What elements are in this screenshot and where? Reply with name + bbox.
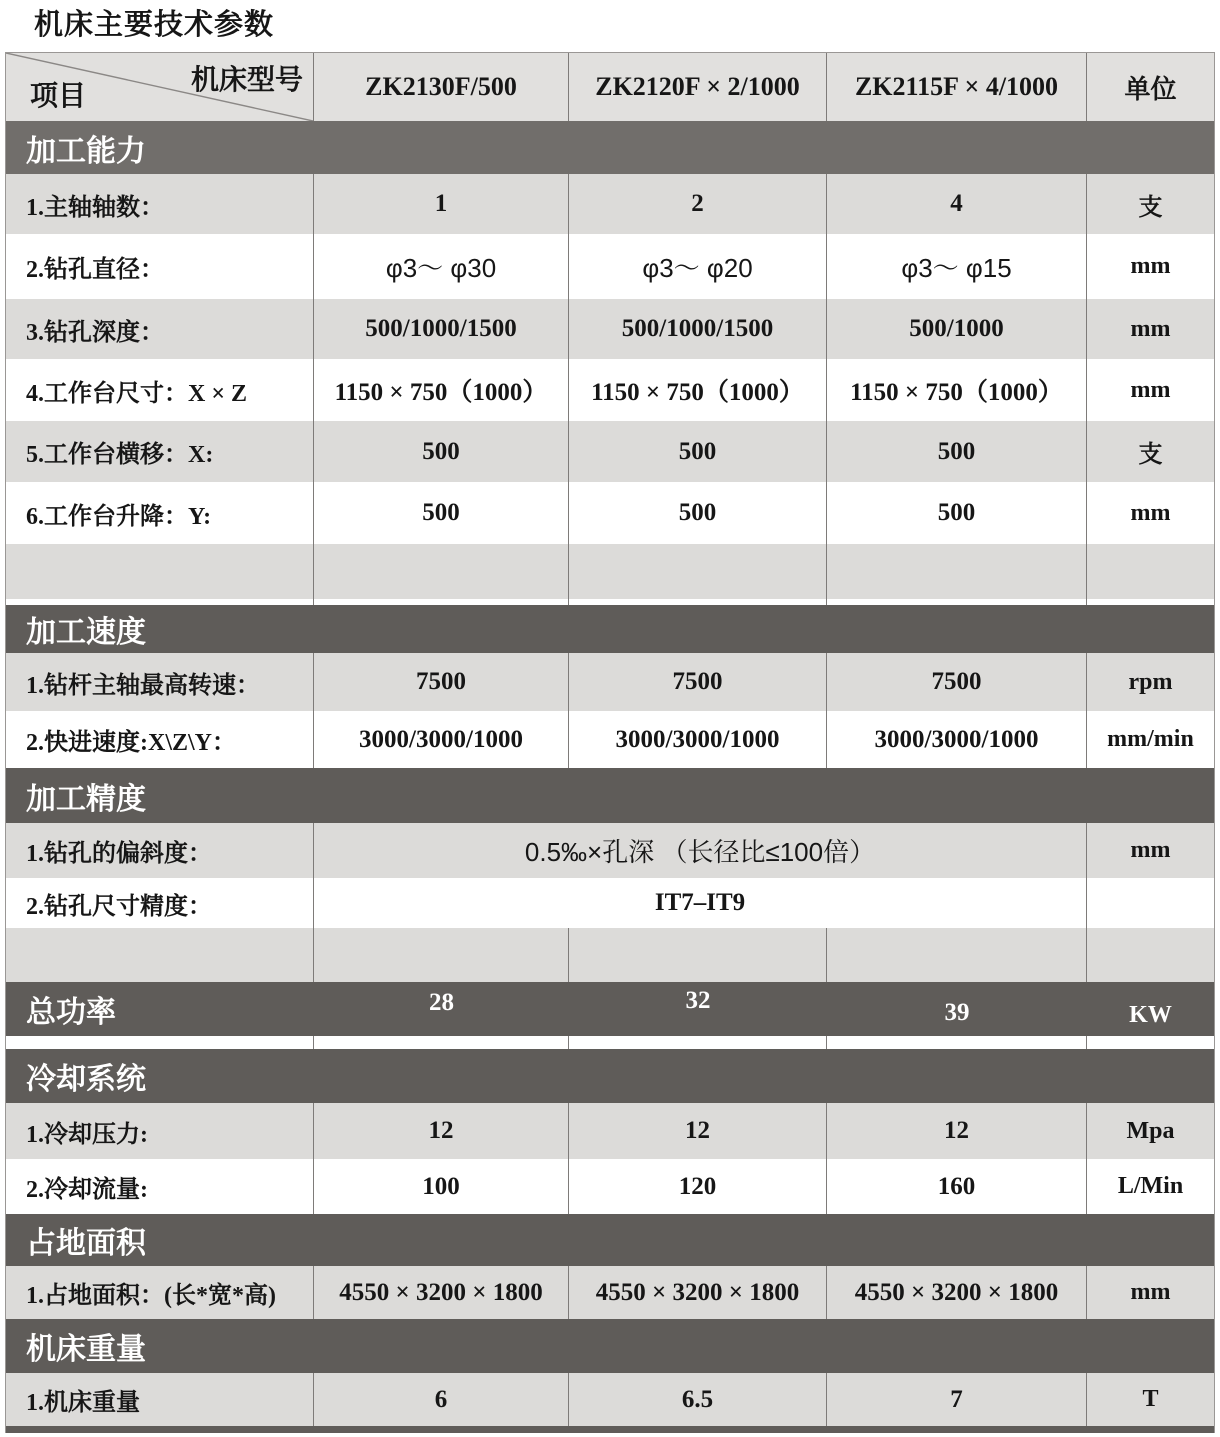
empty-cell: [314, 544, 569, 599]
empty-cell: [6, 544, 314, 599]
cell-value: 7500: [827, 653, 1087, 711]
cell-value: 12: [314, 1103, 569, 1159]
cell-value: 6.5: [569, 1373, 827, 1426]
cell-value: 4: [827, 174, 1087, 234]
row-label: 2.快进速度:X\Z\Y：: [6, 711, 314, 768]
table-row: [6, 1266, 1214, 1319]
column-header-model-1: ZK2130F/500: [314, 53, 569, 121]
cell-value: 120: [569, 1159, 827, 1214]
merged-cell-value: IT7–IT9: [314, 878, 1087, 928]
row-label: 1.钻孔的偏斜度：: [6, 823, 314, 878]
empty-cell: [827, 544, 1087, 599]
unit-value: mm: [1130, 376, 1171, 403]
row-label: 5.工作台横移：X:: [6, 421, 314, 482]
table-row: [6, 1159, 1214, 1214]
cell-value: 100: [314, 1159, 569, 1214]
diagonal-label-item: 项目: [30, 81, 87, 112]
empty-cell: [1087, 928, 1214, 982]
table-row: [6, 359, 1214, 421]
table-row: [6, 174, 1214, 234]
cell-value: 2: [569, 174, 827, 234]
cell-value: 500: [314, 421, 569, 482]
unit-value: 支: [1138, 442, 1163, 468]
cell-value: 3000/3000/1000: [827, 711, 1087, 768]
table-row: [6, 482, 1214, 544]
section-title: 占地面积: [26, 1227, 146, 1260]
row-label: 6.工作台升降：Y:: [6, 482, 314, 544]
empty-cell: [827, 928, 1087, 982]
row-label: 2.钻孔直径：: [6, 234, 314, 299]
section-value: 28: [429, 989, 454, 1016]
table-row: [6, 711, 1214, 768]
row-label: 1.钻杆主轴最高转速：: [6, 653, 314, 711]
unit-value: mm: [1130, 315, 1171, 342]
column-header-model-2: ZK2120F × 2/1000: [569, 53, 827, 121]
table-row: [6, 653, 1214, 711]
cell-value: 7500: [314, 653, 569, 711]
table-row: [6, 878, 1214, 928]
empty-cell: [6, 1036, 314, 1049]
section-title: 加工速度: [26, 616, 146, 649]
row-label: 4.工作台尺寸：X × Z: [6, 359, 314, 421]
row-label: 1.机床重量: [6, 1373, 314, 1426]
section-row: [6, 768, 1214, 823]
diagonal-header-cell: [6, 53, 314, 121]
cell-value: 500: [569, 421, 827, 482]
section-title: 加工能力: [26, 134, 146, 168]
cell-value: 3000/3000/1000: [314, 711, 569, 768]
cell-value: 6: [314, 1373, 569, 1426]
cell-value: 3000/3000/1000: [569, 711, 827, 768]
cell-value: 500: [827, 482, 1087, 544]
unit-value: mm: [1130, 253, 1171, 279]
cell-value: 500/1000/1500: [569, 299, 827, 359]
table-header-row: [6, 53, 1214, 121]
section-title: 冷却系统: [26, 1063, 146, 1096]
section-row: [6, 1214, 1214, 1266]
row-label: 3.钻孔深度：: [6, 299, 314, 359]
cell-value: 1: [314, 174, 569, 234]
spec-table: [5, 52, 1215, 1433]
section-row: [6, 1049, 1214, 1103]
section-title: 加工精度: [26, 782, 146, 816]
cell-value: 4550 × 3200 × 1800: [314, 1266, 569, 1319]
cell-value: φ3～ φ30: [314, 234, 569, 299]
section-row: [6, 1319, 1214, 1373]
cell-value: 12: [569, 1103, 827, 1159]
cell-value: 500: [569, 482, 827, 544]
cell-value: φ3～ φ15: [827, 234, 1087, 299]
unit-value: mm/min: [1107, 726, 1194, 752]
table-row: [6, 234, 1214, 299]
row-label: 2.冷却流量:: [6, 1159, 314, 1214]
cell-value: 500/1000/1500: [314, 299, 569, 359]
cell-value: 1150 × 750（1000）: [569, 359, 827, 421]
empty-cell: [1087, 544, 1214, 599]
cell-value: 12: [827, 1103, 1087, 1159]
diagonal-label-model: 机床型号: [190, 65, 303, 96]
merged-cell-value: 0.5‰×孔深 （长径比≤100倍）: [314, 823, 1087, 878]
unit-value: [1087, 878, 1214, 928]
row-label: 1.主轴轴数：: [6, 174, 314, 234]
unit-value: T: [1142, 1386, 1159, 1412]
empty-cell: [314, 1036, 569, 1049]
table-row: [6, 299, 1214, 359]
table-row: [6, 544, 1214, 599]
section-value: 32: [685, 987, 711, 1014]
table-row: [6, 1373, 1214, 1426]
table-row: [6, 823, 1214, 878]
unit-value: mm: [1130, 837, 1171, 863]
cell-value: 500: [827, 421, 1087, 482]
section-title: 总功率: [26, 996, 116, 1029]
table-row: [6, 1103, 1214, 1159]
row-label: 1.冷却压力:: [6, 1103, 314, 1159]
column-header-unit: 单位: [1087, 53, 1214, 121]
section-row: [6, 605, 1214, 653]
cell-value: 1150 × 750（1000）: [827, 359, 1087, 421]
cell-value: φ3～ φ20: [569, 234, 827, 299]
row-label: 2.钻孔尺寸精度：: [6, 878, 314, 928]
row-label: 1.占地面积：(长*宽*高): [6, 1266, 314, 1319]
column-header-model-3: ZK2115F × 4/1000: [827, 53, 1087, 121]
empty-cell: [569, 544, 827, 599]
cell-value: 1150 × 750（1000）: [314, 359, 569, 421]
unit-value: rpm: [1128, 668, 1173, 695]
cell-value: 500/1000: [827, 299, 1087, 359]
unit-value: Mpa: [1126, 1117, 1175, 1144]
cell-value: 4550 × 3200 × 1800: [569, 1266, 827, 1319]
unit-value: 支: [1138, 194, 1163, 221]
table-body: [6, 121, 1214, 1433]
section-title: 机床重量: [26, 1333, 146, 1366]
table-row: [6, 421, 1214, 482]
cell-value: 7500: [569, 653, 827, 711]
cell-value: 160: [827, 1159, 1087, 1214]
section-row: [6, 121, 1214, 174]
cell-value: 7: [827, 1373, 1087, 1426]
unit-value: mm: [1130, 499, 1171, 526]
empty-cell: [6, 928, 314, 982]
unit-value: mm: [1130, 1279, 1171, 1305]
empty-cell: [569, 1036, 827, 1049]
bottom-strip: [6, 1426, 1214, 1433]
empty-cell: [314, 928, 569, 982]
unit-value: KW: [1129, 1001, 1172, 1028]
section-row: [6, 982, 1214, 1036]
cell-value: 4550 × 3200 × 1800: [827, 1266, 1087, 1319]
page-title: 机床主要技术参数: [34, 9, 275, 41]
unit-value: L/Min: [1117, 1173, 1184, 1199]
cell-value: 500: [314, 482, 569, 544]
section-value: 39: [944, 999, 970, 1026]
